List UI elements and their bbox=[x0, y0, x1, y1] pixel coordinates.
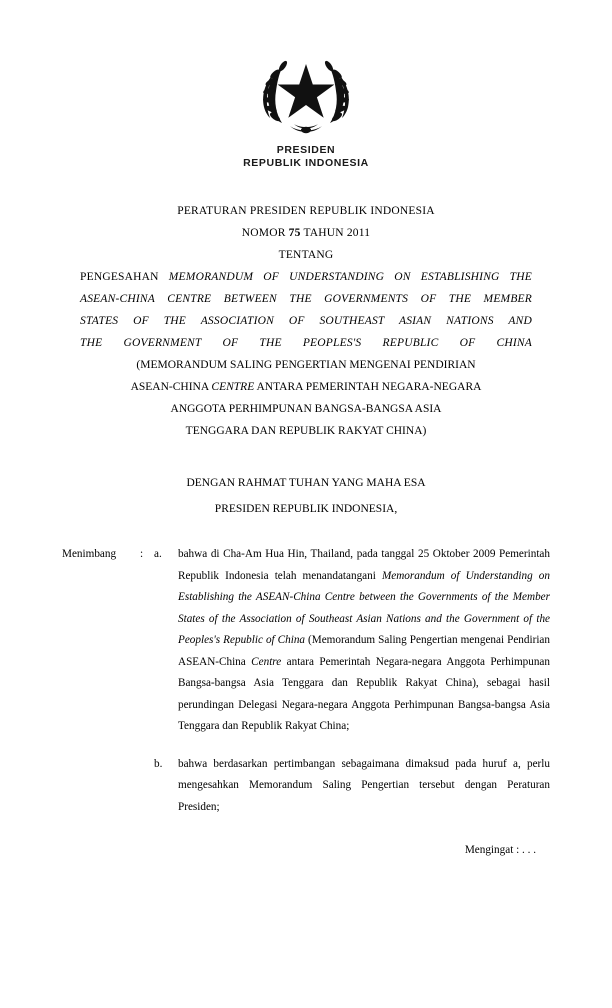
subtitle-line-2 bbox=[62, 376, 550, 398]
text-segment-0: bahwa di Cha-Am Hua Hin, Thailand, pada tanggal 25 Oktober 2009 Pemerintah Republik Indonesia telah menandatangani bbox=[178, 548, 550, 582]
consideration-item-b bbox=[62, 754, 550, 819]
subtitle-suffix: ANTARA PEMERINTAH NEGARA-NEGARA bbox=[254, 381, 482, 393]
item-letter-a: a. bbox=[154, 548, 162, 560]
consideration-item-a bbox=[62, 544, 550, 738]
title-line-4: THE GOVERNMENT OF THE PEOPLES'S REPUBLIC OF CHINA bbox=[80, 337, 532, 349]
presiden-line: PRESIDEN REPUBLIK INDONESIA, bbox=[214, 503, 398, 515]
emblem-caption-line1: PRESIDEN bbox=[276, 144, 336, 156]
subtitle-line-3: ANGGOTA PERHIMPUNAN BANGSA-BANGSA ASIA bbox=[170, 403, 442, 415]
menimbang-label: Menimbang bbox=[62, 548, 117, 560]
title-prefix: PENGESAHAN bbox=[80, 271, 169, 283]
text-segment-1: Memorandum of Understanding on Establishing the ASEAN-China Centre between the Governments of the Member States of the Association of Southeast Asian Nations and the Government of the Peoples's Republic of China bbox=[178, 569, 550, 646]
title-line-1 bbox=[62, 266, 550, 288]
continuation-note: Mengingat : . . . bbox=[464, 844, 536, 856]
garuda-star-wreath-emblem bbox=[246, 44, 366, 140]
text-segment-4: antara Pemerintah Negara-negara Anggota Perhimpunan Bangsa-bangsa Asia Tenggara dan Republik Rakyat China), sebagai hasil perundingan Delegasi Negara-negara Anggota Perhimpunan Bangsa-bangsa Asia Tenggara dan Republik Rakyat China; bbox=[178, 655, 550, 732]
subtitle-prefix: ASEAN-CHINA bbox=[130, 381, 212, 393]
nomor-label: NOMOR bbox=[241, 227, 286, 239]
text-segment-2: (Memorandum Saling Pengertian mengenai Pendirian ASEAN-China bbox=[178, 634, 550, 668]
dengan-rahmat-line: DENGAN RAHMAT TUHAN YANG MAHA ESA bbox=[186, 477, 426, 489]
nomor-value: 75 bbox=[288, 227, 301, 239]
regulation-number-line bbox=[62, 222, 550, 244]
menimbang-colon: : bbox=[140, 548, 144, 560]
text-segment-0: bahwa berdasarkan pertimbangan sebagaimana dimaksud pada huruf a, perlu mengesahkan Memorandum Saling Pengertian tersebut dengan Peraturan Presiden; bbox=[178, 757, 550, 813]
preamble-block bbox=[62, 470, 550, 522]
title-line-2: ASEAN-CHINA CENTRE BETWEEN THE GOVERNMENTS OF THE MEMBER bbox=[80, 293, 532, 305]
tahun-label: TAHUN bbox=[303, 227, 344, 239]
subtitle-block bbox=[62, 354, 550, 442]
item-text-a bbox=[178, 544, 550, 738]
title-line-3: STATES OF THE ASSOCIATION OF SOUTHEAST ASIAN NATIONS AND bbox=[80, 315, 532, 327]
emblem-caption-line2: REPUBLIK INDONESIA bbox=[243, 157, 369, 169]
emblem-caption bbox=[62, 144, 550, 170]
emblem-block bbox=[62, 44, 550, 170]
tahun-value: 2011 bbox=[346, 227, 371, 239]
title-block bbox=[62, 200, 550, 354]
considerations-block bbox=[62, 544, 550, 818]
item-letter-b: b. bbox=[154, 757, 163, 770]
title-italic-1: MEMORANDUM OF UNDERSTANDING ON ESTABLISHING THE bbox=[168, 271, 532, 283]
text-segment-3: Centre bbox=[251, 655, 282, 668]
subtitle-line-4: TENGGARA DAN REPUBLIK RAKYAT CHINA) bbox=[185, 425, 427, 437]
item-text-b bbox=[178, 754, 550, 819]
regulation-heading: PERATURAN PRESIDEN REPUBLIK INDONESIA bbox=[177, 205, 435, 217]
subtitle-italic: CENTRE bbox=[211, 381, 255, 393]
subtitle-line-1: (MEMORANDUM SALING PENGERTIAN MENGENAI PENDIRIAN bbox=[136, 359, 476, 371]
tentang-label: TENTANG bbox=[278, 249, 334, 261]
